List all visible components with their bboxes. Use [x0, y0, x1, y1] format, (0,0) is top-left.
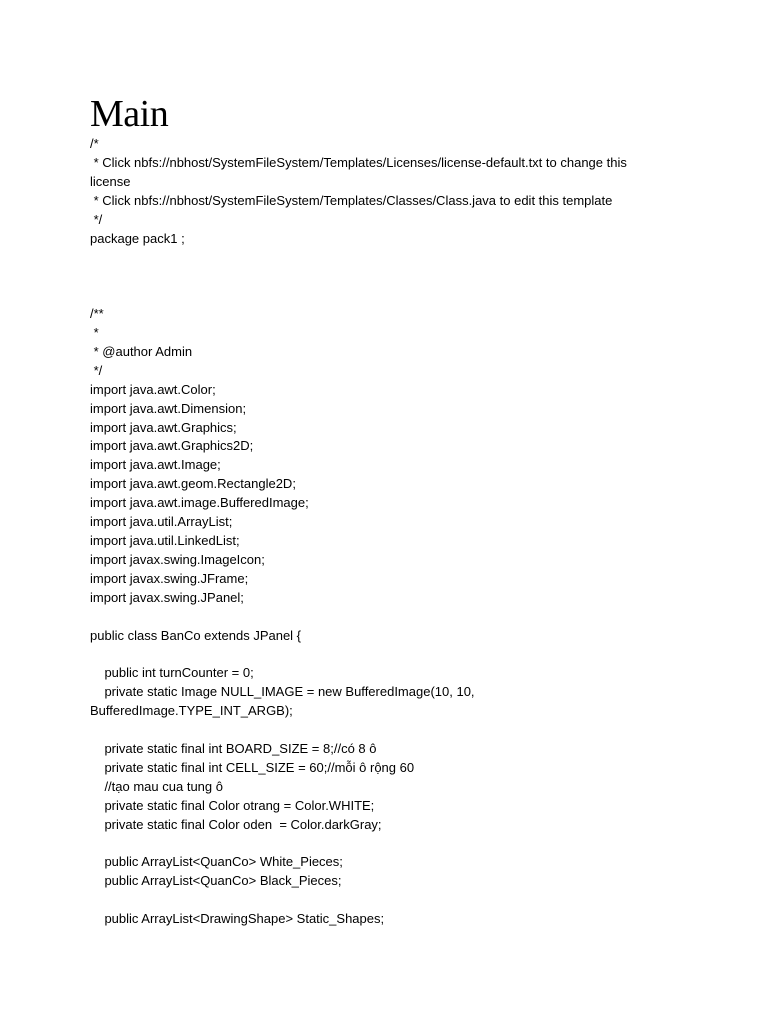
- code-line: [90, 645, 730, 664]
- code-line: [90, 834, 730, 853]
- code-line: import javax.swing.JFrame;: [90, 570, 249, 586]
- document-title: Main: [90, 93, 169, 135]
- code-line: import java.awt.Image;: [90, 457, 221, 473]
- code-line: import java.util.ArrayList;: [90, 514, 233, 530]
- code-line: [90, 286, 730, 305]
- code-line: * Click nbfs://nbhost/SystemFileSystem/Templates/Classes/Class.java to edit this template: [90, 192, 613, 208]
- code-line: /**: [90, 306, 104, 322]
- code-line: public int turnCounter = 0;: [90, 665, 254, 681]
- code-line: [90, 608, 730, 627]
- code-line: [90, 721, 730, 740]
- code-line: public ArrayList<QuanCo> Black_Pieces;: [90, 873, 342, 889]
- code-line: import javax.swing.ImageIcon;: [90, 551, 265, 567]
- code-line: private static final Color oden = Color.darkGray;: [90, 816, 382, 832]
- code-line: import java.awt.image.BufferedImage;: [90, 495, 309, 511]
- code-line: public ArrayList<QuanCo> White_Pieces;: [90, 854, 343, 870]
- code-line: import java.awt.Dimension;: [90, 400, 247, 416]
- code-line: import java.awt.Color;: [90, 381, 216, 397]
- code-line: * Click nbfs://nbhost/SystemFileSystem/Templates/Licenses/license-default.txt to change this: [90, 154, 627, 170]
- code-line: import java.util.LinkedList;: [90, 532, 240, 548]
- code-line: import java.awt.Graphics2D;: [90, 438, 254, 454]
- code-line: import java.awt.geom.Rectangle2D;: [90, 476, 296, 492]
- code-listing: [90, 135, 730, 929]
- code-line: * @author Admin: [90, 343, 193, 359]
- code-line: license: [90, 173, 131, 189]
- code-line: [90, 267, 730, 286]
- code-line: */: [90, 211, 103, 227]
- code-line: [90, 891, 730, 910]
- code-line: BufferedImage.TYPE_INT_ARGB);: [90, 703, 293, 719]
- code-line: import java.awt.Graphics;: [90, 419, 237, 435]
- code-line: private static final int BOARD_SIZE = 8;//có 8 ô: [90, 740, 377, 756]
- code-line: */: [90, 362, 103, 378]
- code-line: /*: [90, 136, 99, 151]
- code-line: private static Image NULL_IMAGE = new BufferedImage(10, 10,: [90, 684, 475, 700]
- code-line: [90, 248, 730, 267]
- code-line: public class BanCo extends JPanel {: [90, 627, 302, 643]
- code-line: package pack1 ;: [90, 230, 185, 246]
- code-line: public ArrayList<DrawingShape> Static_Shapes;: [90, 911, 385, 927]
- code-line: //tạo mau cua tung ô: [90, 778, 223, 794]
- code-line: *: [90, 325, 99, 341]
- code-line: import javax.swing.JPanel;: [90, 589, 244, 605]
- code-line: private static final int CELL_SIZE = 60;//mỗi ô rộng 60: [90, 759, 415, 775]
- code-line: private static final Color otrang = Color.WHITE;: [90, 797, 375, 813]
